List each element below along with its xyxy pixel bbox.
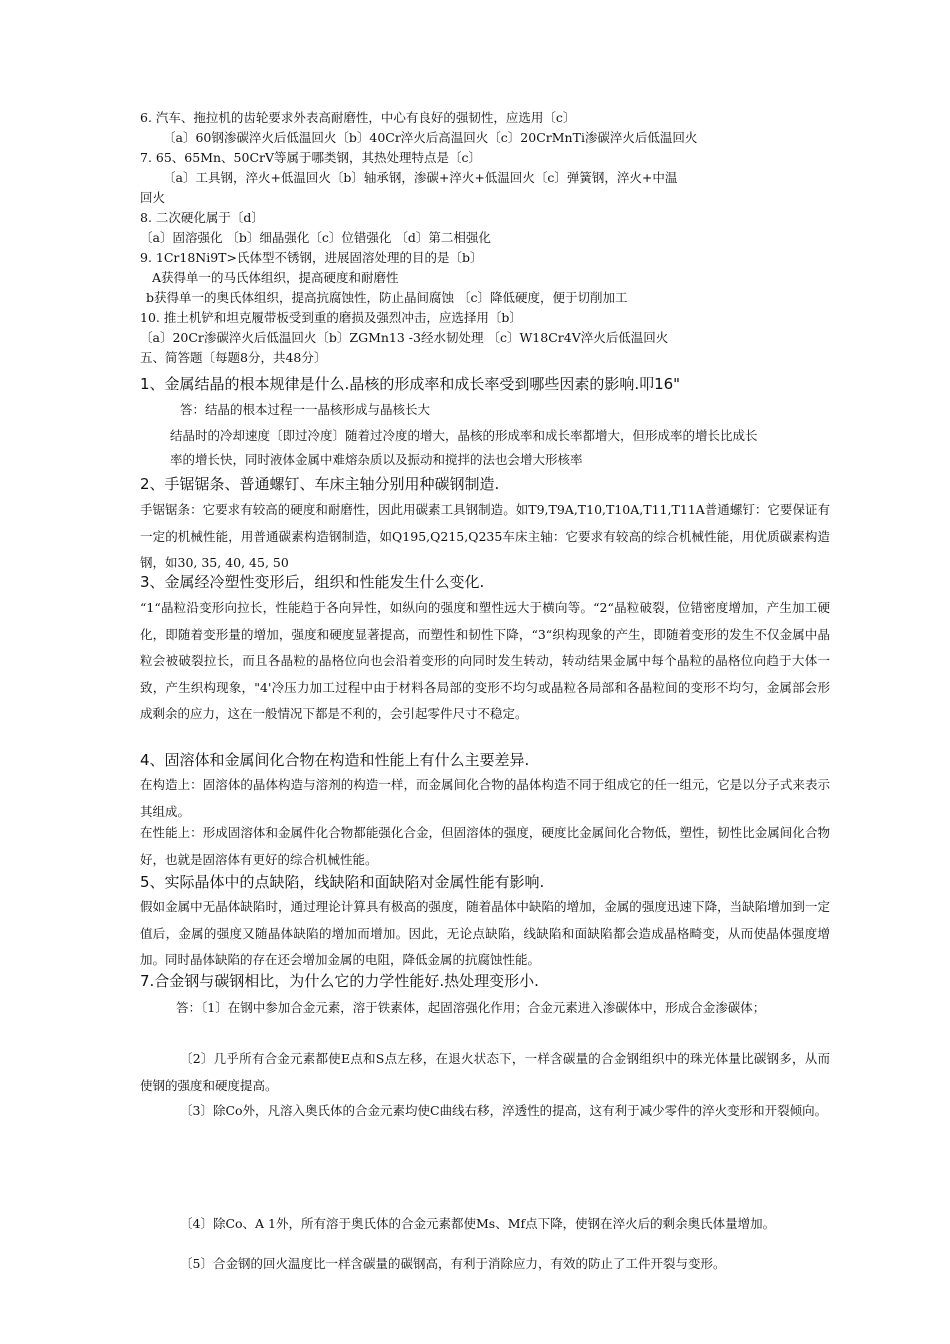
question-7-options: 〔a〕工具钢，淬火+低温回火〔b〕轴承钢，渗碳+淬火+低温回火〔c〕弹簧钢，淬火+中温 — [163, 170, 678, 185]
q7-answer-4: 〔4〕除Co、A 1外，所有溶于奥氏体的合金元素都使Ms、Mf点下降，使钢在淬火后的剩余奥氏体量增加。 — [180, 1216, 776, 1231]
q7-answer-1: 答：〔1〕在钢中参加合金元素，溶于铁素体，起固溶强化作用；合金元素进入渗碳体中，形成合金渗碳体； — [176, 1000, 766, 1015]
question-6-options: 〔a〕60钢渗碳淬火后低温回火〔b〕40Cr淬火后高温回火〔c〕20CrMnTi渗碳淬火后低温回火 — [163, 130, 698, 145]
q7-answer-3: 〔3〕除Co外，凡溶入奥氏体的合金元素均使C曲线右移，淬透性的提高，这有利于减少零件的淬火变形和开裂倾向。 — [180, 1103, 828, 1118]
q1-answer-line1: 结晶时的冷却速度〔即过冷度〕随着过冷度的增大，晶核的形成率和成长率都增大，但形成率的增长比成长 — [170, 428, 758, 443]
question-9-option-bc: b获得单一的奥氏体组织，提高抗腐蚀性，防止晶间腐蚀 〔c〕降低硬度，便于切削加工 — [146, 290, 628, 305]
q1-title: 1、金属结晶的根本规律是什么.晶核的形成率和成长率受到哪些因素的影响.叩16" — [140, 375, 681, 393]
q4-title: 4、固溶体和金属间化合物在构造和性能上有什么主要差异. — [140, 751, 530, 769]
question-8: 8. 二次硬化属于〔d〕 — [140, 210, 264, 225]
question-8-options: 〔a〕固溶强化 〔b〕细晶强化〔c〕位错强化 〔d〕第二相强化 — [140, 230, 491, 245]
question-10: 10. 推土机铲和坦克履带板受到重的磨损及强烈冲击，应选择用〔b〕 — [140, 310, 522, 325]
question-6: 6. 汽车、拖拉机的齿轮要求外表高耐磨性，中心有良好的强韧性，应选用〔c〕 — [140, 110, 576, 125]
q4-answer-p1: 在构造上：固溶体的晶体构造与溶剂的构造一样，而金属间化合物的晶体构造不同于组成它的任一组元，它是以分子式来表示其组成。 — [140, 777, 830, 819]
q7-answer-2: 〔2〕几乎所有合金元素都使E点和S点左移，在退火状态下，一样含碳量的合金钢组织中的珠光体量比碳钢多，从而使钢的强度和硬度提高。 — [140, 1051, 830, 1093]
q1-answer-intro: 答：结晶的根本过程一一晶核形成与晶核长大 — [180, 402, 431, 417]
q5-answer: 假如金属中无晶体缺陷时，通过理论计算具有极高的强度，随着晶体中缺陷的增加，金属的强度迅速下降，当缺陷增加到一定值后，金属的强度又随晶体缺陷的增加而增加。因此，无论点缺陷，线缺陷和面缺陷都会造成晶格畸变，从而使晶体强度增加。同时晶体缺陷的存在还会增加金属的电阻，降低金属的抗腐蚀性能。 — [140, 899, 830, 967]
question-7-options-cont: 回火 — [140, 190, 166, 205]
question-9: 9. 1Cr18Ni9T>氏体型不锈钢，进展固溶处理的目的是〔b〕 — [140, 250, 483, 265]
q1-answer-line2: 率的增长快，同时液体金属中难熔杂质以及振动和搅拌的法也会增大形核率 — [170, 452, 583, 467]
section-title: 五、简答题〔每题8分，共48分〕 — [140, 350, 327, 365]
q2-title: 2、手锯锯条、普通螺钉、车床主轴分别用种碳钢制造. — [140, 475, 500, 493]
question-9-option-a: A获得单一的马氏体组织，提高硬度和耐磨性 — [152, 270, 399, 285]
q7-answer-5: 〔5〕合金钢的回火温度比一样含碳量的碳钢高，有利于消除应力，有效的防止了工件开裂与变形。 — [180, 1256, 726, 1271]
q4-answer-p2: 在性能上：形成固溶体和金属件化合物都能强化合金，但固溶体的强度，硬度比金属间化合物低，塑性，韧性比金属间化合物好，也就是固溶体有更好的综合机械性能。 — [140, 825, 830, 867]
question-10-options: 〔a〕20Cr渗碳淬火后低温回火〔b〕ZGMn13 -3经水韧处理 〔c〕W18Cr4V淬火后低温回火 — [140, 330, 669, 345]
q3-title: 3、金属经冷塑性变形后，组织和性能发生什么变化. — [140, 573, 485, 591]
q2-answer: 手锯锯条：它要求有较高的硬度和耐磨性，因此用碳素工具钢制造。如T9,T9A,T10,T10A,T11,T11A普通螺钉：它要保证有一定的机械性能，用普通碳素构造钢制造，如Q195,Q215,Q235车床主轴：它要求有较高的综合机械性能，用优质碳素构造钢，如30, 35, 40, 45, 50 — [140, 502, 830, 570]
q3-answer: “1“晶粒沿变形向拉长，性能趋于各向异性，如纵向的强度和塑性远大于横向等。“2“晶粒破裂，位错密度增加，产生加工硬化，即随着变形量的增加，强度和硬度显著提高，而塑性和韧性下降，“3“织构现象的产生，即随着变形的发生不仅金属中晶粒会被破裂拉长，而且各晶粒的晶格位向也会沿着变形的向同时发生转动，转动结果金属中每个晶粒的晶格位向趋于大体一致，产生织构现象，"4'冷压力加工过程中由于材料各局部的变形不均匀或晶粒各局部和各晶粒间的变形不均匀，金属部会形成剩余的应力，这在一般情况下都是不利的，会引起零件尺寸不稳定。 — [140, 600, 830, 721]
question-7: 7. 65、65Mn、50CrV等属于哪类钢，其热处理特点是〔c〕 — [140, 150, 482, 165]
q5-title: 5、实际晶体中的点缺陷，线缺陷和面缺陷对金属性能有影响. — [140, 873, 545, 891]
q7-title: 7.合金钢与碳钢相比，为什么它的力学性能好.热处理变形小. — [140, 972, 539, 990]
